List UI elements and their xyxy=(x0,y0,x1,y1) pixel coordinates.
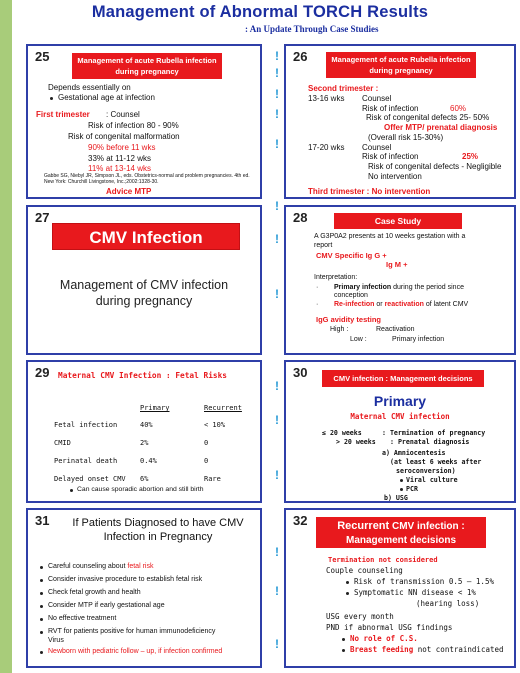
overall-risk: (Overall risk 15-30%) xyxy=(368,133,444,142)
separator-mark: ! xyxy=(275,413,279,427)
week-range-17-20: 17-20 wks xyxy=(308,143,345,152)
bullet-icon xyxy=(342,638,345,641)
slide-number: 32 xyxy=(293,513,308,528)
risk-infection-1-label: Risk of infection xyxy=(362,104,419,113)
slide-body: Management of CMV infection during pregnancy xyxy=(59,278,229,308)
page-subtitle: : An Update Through Case Studies xyxy=(245,24,379,34)
avidity-high-label: High : xyxy=(330,326,349,333)
bullet-marker: · xyxy=(316,301,319,308)
slide-30 xyxy=(284,360,516,503)
amniocentesis: a) Amniocentesis xyxy=(382,449,446,457)
no-role-cs: No role of C.S. xyxy=(350,634,418,643)
gt-20-weeks: > 20 weeks xyxy=(336,438,376,446)
slide-32 xyxy=(284,508,516,668)
row-label: Perinatal death xyxy=(54,457,118,465)
slide-title: If Patients Diagnosed to have CMV Infection in Pregnancy xyxy=(72,517,244,543)
separator-mark: ! xyxy=(275,637,279,651)
case-intro: A G3P0A2 presents at 10 weeks gestation with a report xyxy=(314,233,466,249)
maternal-cmv: Maternal CMV infection xyxy=(350,412,450,421)
risk-infection: Risk of infection 80 - 90% xyxy=(88,121,179,130)
risk-infection-2-value: 25% xyxy=(462,152,479,161)
first-trimester-value: : Counsel xyxy=(106,110,140,119)
separator-mark: ! xyxy=(275,287,279,301)
termination-option: : Termination of pregnancy xyxy=(382,429,486,437)
slide-26 xyxy=(284,44,516,199)
bullet-item: Consider invasive procedure to establish fetal risk xyxy=(48,576,203,583)
separator-mark: ! xyxy=(275,199,279,213)
bullet-item: Careful counseling about fetal risk xyxy=(48,563,154,570)
malformation-11-12: 33% at 11-12 wks xyxy=(88,154,151,163)
slide-25 xyxy=(26,44,262,199)
depends-text: Depends essentially on xyxy=(48,83,131,92)
couple-counseling: Couple counseling xyxy=(326,566,403,575)
slide-number: 30 xyxy=(293,365,308,380)
third-trimester: Third trimester : No intervention xyxy=(308,187,431,196)
congenital-defects-1: Risk of congenital defects 25- 50% xyxy=(366,113,490,122)
avidity-low-label: Low : xyxy=(350,336,367,343)
bullet-icon xyxy=(346,592,349,595)
slide-banner: CMV infection : Management decisions xyxy=(322,370,484,387)
avidity-high-value: Reactivation xyxy=(376,326,415,333)
slide-27 xyxy=(26,205,262,355)
viral-culture: Viral culture xyxy=(406,476,458,484)
igm-result: Ig M + xyxy=(386,260,408,269)
offer-mtp: Offer MTP/ prenatal diagnosis xyxy=(384,123,498,132)
bullet-marker: · xyxy=(316,284,319,291)
bullet-item: No effective treatment xyxy=(48,615,117,622)
bullet-icon xyxy=(40,618,43,621)
primary-heading: Primary xyxy=(373,393,427,409)
row-recurrent: 0 xyxy=(204,439,209,447)
bullet-icon xyxy=(40,605,43,608)
reinfection-item: Re-infection or reactivation of latent CMV xyxy=(334,301,469,308)
prenatal-option: : Prenatal diagnosis xyxy=(390,438,470,446)
le-20-weeks: ≤ 20 weeks xyxy=(322,429,362,437)
slides-sheet xyxy=(12,40,520,673)
no-intervention: No intervention xyxy=(368,172,422,181)
slide-31 xyxy=(26,508,262,668)
usg-every-month: USG every month xyxy=(326,612,394,621)
bullet-icon xyxy=(50,97,53,100)
slide-28 xyxy=(284,205,516,355)
counsel-2: Counsel xyxy=(362,143,392,152)
advice-mtp: Advice MTP xyxy=(106,187,152,196)
slide-number: 29 xyxy=(35,365,50,380)
igg-result: CMV Specific Ig G + xyxy=(316,251,387,260)
hearing-loss: (hearing loss) xyxy=(416,599,480,608)
row-recurrent: Rare xyxy=(204,475,221,483)
row-primary: 40% xyxy=(140,421,153,429)
row-primary: 0.4% xyxy=(140,457,157,465)
abortion-note: Can cause sporadic abortion and still birth xyxy=(77,486,204,493)
separator-mark: ! xyxy=(275,66,279,80)
row-label: Delayed onset CMV xyxy=(54,475,126,483)
slide-banner: CMV Infection xyxy=(52,223,240,250)
gestational-age-item: Gestational age at infection xyxy=(58,93,155,102)
separator-mark: ! xyxy=(275,137,279,151)
row-recurrent: < 10% xyxy=(204,421,226,429)
counsel-1: Counsel xyxy=(362,94,392,103)
breast-feeding: Breast feeding not contraindicated xyxy=(350,645,504,654)
row-primary: 2% xyxy=(140,439,149,447)
pcr: PCR xyxy=(406,485,418,493)
bullet-icon xyxy=(400,479,403,482)
separator-mark: ! xyxy=(275,468,279,482)
bullet-icon xyxy=(40,566,43,569)
separator-mark: ! xyxy=(275,584,279,598)
malformation-before-11: 90% before 11 wks xyxy=(88,143,156,152)
termination-not-considered: Termination not considered xyxy=(328,556,438,564)
avidity-testing: IgG avidity testing xyxy=(316,315,382,324)
risk-infection-1-value: 60% xyxy=(450,104,467,113)
separator-mark: ! xyxy=(275,379,279,393)
amnio-note-1: (at least 6 weeks after xyxy=(390,458,482,466)
bullet-icon xyxy=(346,581,349,584)
col-primary: Primary xyxy=(140,404,170,412)
bullet-icon xyxy=(40,579,43,582)
separator-mark: ! xyxy=(275,232,279,246)
symptomatic-nn: Symptomatic NN disease < 1% xyxy=(354,588,476,597)
slide-banner: Management of acute Rubella infection during pregnancy xyxy=(326,52,476,78)
slide-banner: Management of acute Rubella infection during pregnancy xyxy=(72,53,222,79)
primary-infection-item: Primary infection during the period since xyxy=(334,284,464,291)
separator-mark: ! xyxy=(275,545,279,559)
week-range-13-16: 13-16 wks xyxy=(308,94,345,103)
separator-mark: ! xyxy=(275,87,279,101)
pnd-abnormal: PND if abnormal USG findings xyxy=(326,623,453,632)
bullet-item: Check fetal growth and health xyxy=(48,589,141,596)
bullet-icon xyxy=(342,649,345,652)
risk-infection-2-label: Risk of infection xyxy=(362,152,419,161)
slide-number: 28 xyxy=(293,210,308,225)
bullet-icon xyxy=(40,631,43,634)
bullet-icon xyxy=(40,592,43,595)
row-label: Fetal infection xyxy=(54,421,118,429)
interpretation-label: Interpretation: xyxy=(314,274,358,281)
primary-infection-cont: conception xyxy=(334,292,368,299)
risk-transmission: Risk of transmission 0.5 – 1.5% xyxy=(354,577,494,586)
slide-banner: Case Study xyxy=(334,213,462,229)
row-label: CMID xyxy=(54,439,71,447)
congenital-defects-2: Risk of congenital defects - Negligible xyxy=(368,162,502,171)
slide-29 xyxy=(26,360,262,503)
separator-mark: ! xyxy=(275,49,279,63)
page-title: Management of Abnormal TORCH Results xyxy=(91,3,429,21)
amnio-note-2: seroconversion) xyxy=(396,467,456,475)
bullet-icon xyxy=(40,651,43,654)
bullet-item: Newborn with pediatric follow – up, if infection confirmed xyxy=(48,648,223,655)
slide-number: 27 xyxy=(35,210,50,225)
bullet-item: RVT for patients positive for human immunodeficiency Virus xyxy=(48,628,216,644)
malformation-13-14: 11% at 13-14 wks xyxy=(88,164,151,173)
row-recurrent: 0 xyxy=(204,457,209,465)
slide-number: 25 xyxy=(35,49,50,64)
row-primary: 6% xyxy=(140,475,149,483)
risk-malformation: Risk of congenital malformation xyxy=(68,132,180,141)
slide-number: 26 xyxy=(293,49,308,64)
fetal-risks-heading: Maternal CMV Infection : Fetal Risks xyxy=(58,371,227,380)
first-trimester-label: First trimester xyxy=(36,110,90,119)
col-recurrent: Recurrent xyxy=(204,404,242,412)
bullet-icon xyxy=(400,488,403,491)
bullet-item: Consider MTP if early gestational age xyxy=(48,602,165,609)
avidity-low-value: Primary infection xyxy=(392,336,445,343)
separator-mark: ! xyxy=(275,107,279,121)
usg-option: b) USG xyxy=(384,494,408,502)
second-trimester: Second trimester : xyxy=(308,84,379,93)
reference: Gabbe SG, Niebyl JR, Simpson JL, eds. Obstetrics-normal and problem pregnancies. 4th ed. New York: Churchill Livingstone, Inc.;2002:1328-30. xyxy=(44,173,250,185)
slide-banner: Recurrent CMV infection : Management decisions xyxy=(316,517,486,548)
slide-number: 31 xyxy=(35,513,50,528)
bullet-icon xyxy=(70,489,73,492)
